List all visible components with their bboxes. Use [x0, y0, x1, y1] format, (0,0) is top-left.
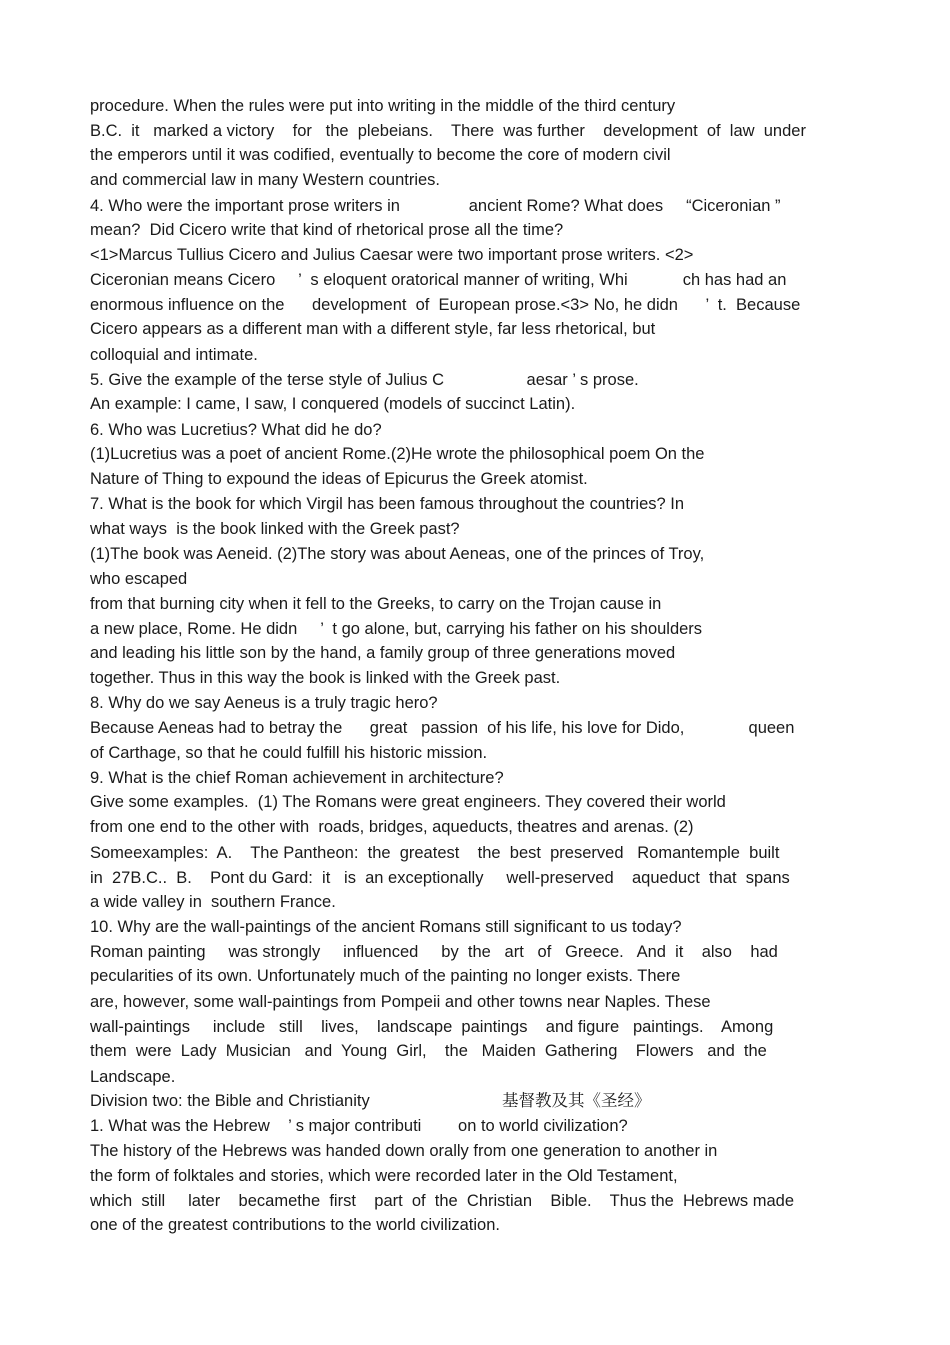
text-line: Someexamples: A. The Pantheon: the greatest the best preserved Romantemple built	[90, 844, 780, 862]
text-line: Because Aeneas had to betray the great passion of his life, his love for Dido, queen	[90, 719, 795, 737]
text-line: and commercial law in many Western countries.	[90, 171, 440, 189]
text-line: a new place, Rome. He didn ’ t go alone, but, carrying his father on his shoulders	[90, 620, 703, 638]
text-line: together. Thus in this way the book is linked with the Greek past.	[90, 669, 561, 687]
text-line: (1)The book was Aeneid. (2)The story was about Aeneas, one of the princes of Troy,	[90, 545, 705, 563]
text-line: (1)Lucretius was a poet of ancient Rome.(2)He wrote the philosophical poem On the	[90, 445, 705, 463]
text-line: pecularities of its own. Unfortunately much of the painting no longer exists. There	[90, 967, 681, 985]
text-line: the emperors until it was codified, eventually to become the core of modern civil	[90, 146, 671, 164]
text-line: a wide valley in southern France.	[90, 893, 336, 911]
text-line: Cicero appears as a different man with a different style, far less rhetorical, but	[90, 320, 656, 338]
text-line: from that burning city when it fell to the Greeks, to carry on the Trojan cause in	[90, 595, 662, 613]
division-heading-cn: 基督教及其《圣经》	[502, 1091, 651, 1110]
question-line: 6. Who was Lucretius? What did he do?	[90, 421, 382, 439]
question-line: 5. Give the example of the terse style of Julius C aesar ’ s prose.	[90, 371, 639, 389]
question-line: what ways is the book linked with the Greek past?	[90, 520, 460, 538]
question-line: 8. Why do we say Aeneus is a truly tragic hero?	[90, 694, 438, 712]
text-line: in 27B.C.. B. Pont du Gard: it is an exceptionally well-preserved aqueduct that spans	[90, 869, 790, 887]
text-line: and leading his little son by the hand, a family group of three generations moved	[90, 644, 676, 662]
text-line: procedure. When the rules were put into writing in the middle of the third century	[90, 97, 676, 115]
question-line: mean? Did Cicero write that kind of rhetorical prose all the time?	[90, 221, 564, 239]
text-line: Give some examples. (1) The Romans were great engineers. They covered their world	[90, 793, 726, 811]
text-line: <1>Marcus Tullius Cicero and Julius Caesar were two important prose writers. <2>	[90, 246, 694, 264]
division-heading: Division two: the Bible and Christianity	[90, 1092, 370, 1110]
question-line: 1. What was the Hebrew ’ s major contributi on to world civilization?	[90, 1117, 628, 1135]
question-line: 9. What is the chief Roman achievement in architecture?	[90, 769, 504, 787]
text-line: Landscape.	[90, 1068, 176, 1086]
text-line: wall-paintings include still lives, landscape paintings and figure paintings. Among	[90, 1018, 774, 1036]
text-line: colloquial and intimate.	[90, 346, 258, 364]
question-line: 10. Why are the wall-paintings of the ancient Romans still significant to us today?	[90, 918, 682, 936]
text-line: An example: I came, I saw, I conquered (models of succinct Latin).	[90, 395, 576, 413]
text-line: which still later becamethe first part of the Christian Bible. Thus the Hebrews made	[90, 1192, 794, 1210]
text-line: the form of folktales and stories, which were recorded later in the Old Testament,	[90, 1167, 678, 1185]
text-line: one of the greatest contributions to the world civilization.	[90, 1216, 500, 1234]
text-line: are, however, some wall-paintings from Pompeii and other towns near Naples. These	[90, 993, 711, 1011]
text-line: Roman painting was strongly influenced by the art of Greece. And it also had	[90, 943, 778, 961]
text-line: of Carthage, so that he could fulfill his historic mission.	[90, 744, 488, 762]
text-line: from one end to the other with roads, bridges, aqueducts, theatres and arenas. (2)	[90, 818, 694, 836]
text-line: them were Lady Musician and Young Girl, the Maiden Gathering Flowers and the	[90, 1042, 767, 1060]
text-line: who escaped	[90, 570, 188, 588]
question-line: 7. What is the book for which Virgil has been famous throughout the countries? In	[90, 495, 685, 513]
question-line: 4. Who were the important prose writers in ancient Rome? What does “Ciceronian ”	[90, 197, 781, 215]
text-line: The history of the Hebrews was handed down orally from one generation to another in	[90, 1142, 718, 1160]
text-line: Nature of Thing to expound the ideas of Epicurus the Greek atomist.	[90, 470, 588, 488]
text-line: enormous influence on the development of European prose.<3> No, he didn ’ t. Because	[90, 296, 801, 314]
text-line: B.C. it marked a victory for the plebeians. There was further development of law under	[90, 122, 806, 140]
text-line: Ciceronian means Cicero ’ s eloquent oratorical manner of writing, Whi ch has had an	[90, 271, 787, 289]
